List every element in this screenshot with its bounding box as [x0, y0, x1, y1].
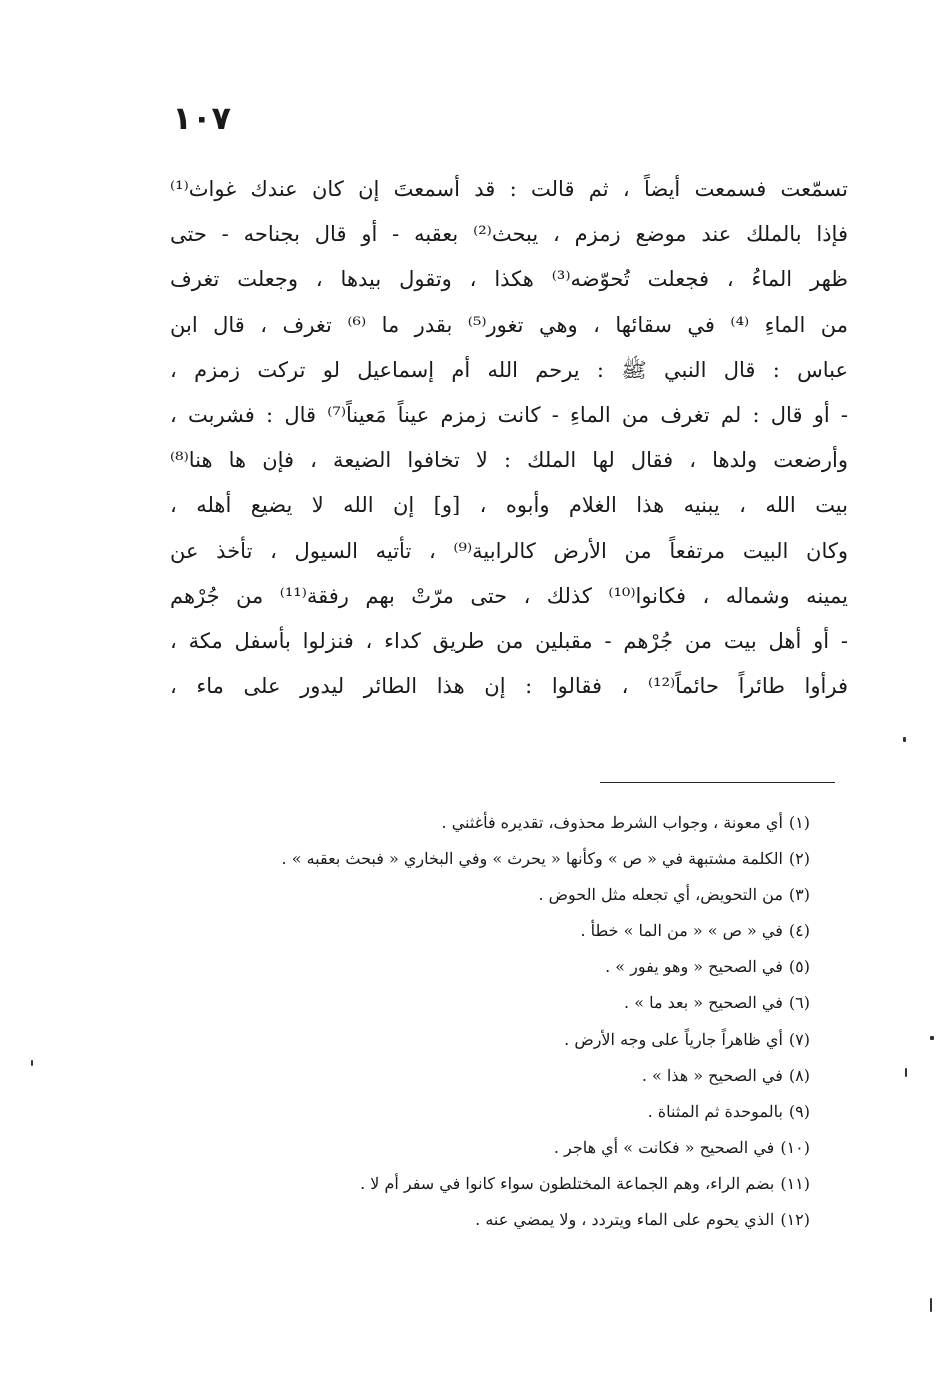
main-text-line: ظهر الماءُ ، فجعلت تُحوّضه⁽³⁾ هكذا ، وتقول بيدها ، وجعلت تغرف	[170, 267, 848, 292]
footnotes-block	[190, 805, 810, 1238]
main-text-line: تسمّعت فسمعت أيضاً ، ثم قالت : قد أسمعتَ إن كان عندك غواث⁽¹⁾	[170, 177, 848, 201]
footnote-number: (١٢)	[780, 1210, 810, 1230]
footnote-number: (٣)	[788, 885, 810, 905]
footnote	[190, 1202, 810, 1238]
footnote	[190, 1022, 810, 1058]
footnote-number: (٢)	[788, 849, 810, 869]
footnote-number: (١٠)	[780, 1137, 810, 1157]
footnote-text: أي معونة ، وجواب الشرط محذوف، تقديره فأغثني .	[441, 813, 783, 832]
footnote-number: (٦)	[788, 993, 810, 1013]
main-text-block	[170, 167, 848, 709]
main-text-line: فرأوا طائراً حائماً⁽¹²⁾ ، فقالوا : إن هذا الطائر ليدور على ماء ،	[170, 674, 848, 699]
footnote	[190, 985, 810, 1021]
footnote-number: (٤)	[788, 921, 810, 941]
scan-speck	[31, 1060, 33, 1066]
footnote	[190, 949, 810, 985]
footnote	[190, 805, 810, 841]
footnote-text: بالموحدة ثم المثناة .	[647, 1101, 783, 1121]
footnote-number: (٩)	[788, 1101, 810, 1121]
main-text-line: بيت الله ، يبنيه هذا الغلام وأبوه ، [و] إن الله لا يضيع أهله ،	[170, 493, 848, 518]
main-text-line: فإذا بالملك عند موضع زمزم ، يبحث⁽²⁾ بعقبه - أو قال بجناحه - حتى	[170, 222, 848, 247]
footnote-number: (٧)	[788, 1029, 810, 1049]
main-text-line: - أو قال : لم تغرف من الماءِ - كانت زمزم عيناً مَعيناً⁽⁷⁾ قال : فشربت ،	[170, 402, 848, 427]
footnote-number: (٥)	[788, 957, 810, 977]
footnote-divider	[600, 782, 835, 783]
main-text-line: يمينه وشماله ، فكانوا⁽¹⁰⁾ كذلك ، حتى مرّتْ بهم رفقة⁽¹¹⁾ من جُرْهم	[170, 583, 848, 608]
footnote-text: في الصحيح « فكانت » أي هاجر .	[553, 1137, 775, 1157]
footnote	[190, 1058, 810, 1094]
footnote-text: في الصحيح « وهو يفور » .	[605, 957, 783, 977]
footnote-number: (١١)	[780, 1173, 810, 1193]
footnote	[190, 913, 810, 949]
scan-speck	[905, 1068, 907, 1077]
main-text-line: - أو أهل بيت من جُرْهم - مقبلين من طريق كداء ، فنزلوا بأسفل مكة ،	[170, 628, 848, 653]
scan-speck	[930, 1036, 934, 1040]
footnote-text: الذي يحوم على الماء ويتردد ، ولا يمضي عنه .	[475, 1210, 775, 1230]
footnote-text: في الصحيح « بعد ما » .	[624, 993, 783, 1013]
footnote	[190, 1130, 810, 1166]
footnote	[190, 1166, 810, 1202]
main-text-line: من الماءِ ⁽⁴⁾ في سقائها ، وهي تغور⁽⁵⁾ بقدر ما ⁽⁶⁾ تغرف ، قال ابن	[170, 312, 848, 337]
main-text-line: عباس : قال النبي ﷺ : يرحم الله أم إسماعيل لو تركت زمزم ،	[170, 357, 848, 382]
footnote	[190, 841, 810, 877]
footnote-text: الكلمة مشتبهة في « ص » وكأنها « يحرث » وفي البخاري « فبحث بعقبه » .	[281, 849, 783, 869]
footnote-text: بضم الراء، وهم الجماعة المختلطون سواء كانوا في سفر أم لا .	[360, 1173, 775, 1193]
footnote	[190, 1094, 810, 1130]
footnote	[190, 877, 810, 913]
footnote-text: في الصحيح « هذا » .	[641, 1065, 783, 1085]
footnote-number: (٨)	[788, 1065, 810, 1085]
scan-speck	[903, 737, 906, 742]
footnote-text: من التحويض، أي تجعله مثل الحوض .	[538, 885, 783, 905]
footnote-number: (١)	[788, 813, 810, 832]
main-text-line: وكان البيت مرتفعاً من الأرض كالرابية⁽⁹⁾ ، تأتيه السيول ، تأخذ عن	[170, 538, 848, 563]
footnote-text: أي ظاهراً جارياً على وجه الأرض .	[564, 1029, 783, 1049]
footnote-text: في « ص » « من الما » خطأ .	[580, 921, 783, 941]
scan-speck	[930, 1298, 932, 1312]
main-text-line: وأرضعت ولدها ، فقال لها الملك : لا تخافوا الضيعة ، فإن ها هنا⁽⁸⁾	[170, 448, 848, 473]
page-number: ١٠٧	[172, 99, 231, 137]
